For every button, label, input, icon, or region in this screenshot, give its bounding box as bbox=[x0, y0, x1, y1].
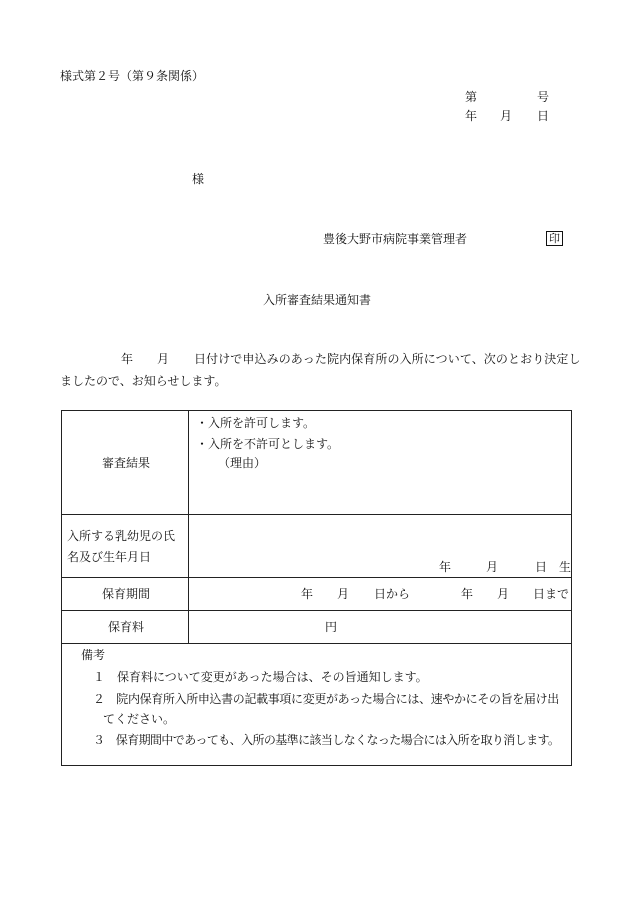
period-from-day: 日から bbox=[374, 587, 411, 601]
body-line2: ましたので、お知らせします。 bbox=[60, 374, 227, 388]
remarks-item-2-line1: ２ 院内保育所入所申込書の記載事項に変更があった場合には、速やかにその旨を届け出 bbox=[93, 692, 559, 706]
period-to-month: 月 bbox=[497, 587, 510, 601]
period-label: 保育期間 bbox=[102, 587, 151, 601]
result-label-cell bbox=[62, 411, 189, 515]
date-day: 日 bbox=[537, 109, 550, 123]
issuer-name: 豊後大野市病院事業管理者 bbox=[323, 232, 468, 246]
result-option-approve: ・入所を許可します。 bbox=[196, 416, 316, 430]
fee-label-cell bbox=[62, 611, 189, 644]
decision-table bbox=[61, 410, 572, 766]
birth-day: 日 生 bbox=[535, 560, 572, 574]
birth-year: 年 bbox=[439, 560, 452, 574]
remarks-heading: 備考 bbox=[81, 648, 106, 662]
document-number-suffix: 号 bbox=[537, 90, 550, 104]
child-label-line1: 入所する乳幼児の氏 bbox=[67, 529, 176, 543]
child-value-cell bbox=[189, 515, 572, 578]
period-label-cell bbox=[62, 578, 189, 611]
period-from-year: 年 bbox=[301, 587, 314, 601]
document-title: 入所審査結果通知書 bbox=[263, 293, 372, 307]
period-value-cell bbox=[189, 578, 572, 611]
seal-mark: 印 bbox=[546, 231, 563, 246]
remarks-item-2-line2: てください。 bbox=[103, 712, 176, 726]
result-option-reject: ・入所を不許可とします。 bbox=[196, 437, 340, 451]
remarks-item-3: ３ 保育期間中であっても、入所の基準に該当しなくなった場合には入所を取り消します。 bbox=[93, 733, 560, 747]
body-month: 月 bbox=[157, 352, 170, 366]
form-number: 様式第２号（第９条関係） bbox=[60, 69, 205, 83]
addressee-honorific: 様 bbox=[192, 172, 205, 186]
child-label-line2: 名及び生年月日 bbox=[67, 550, 152, 564]
period-to-year: 年 bbox=[461, 587, 474, 601]
result-label: 審査結果 bbox=[102, 456, 151, 470]
date-month: 月 bbox=[500, 109, 513, 123]
child-label-cell bbox=[62, 515, 189, 578]
period-from-month: 月 bbox=[337, 587, 350, 601]
period-to-day: 日まで bbox=[533, 587, 570, 601]
remarks-item-1: １ 保育料について変更があった場合は、その旨通知します。 bbox=[93, 670, 428, 684]
fee-label: 保育料 bbox=[108, 620, 145, 634]
document-number-prefix: 第 bbox=[465, 90, 478, 104]
fee-value-cell bbox=[189, 611, 572, 644]
fee-unit: 円 bbox=[325, 620, 338, 634]
remarks-cell bbox=[62, 644, 572, 766]
body-line1: 日付けで申込みのあった院内保育所の入所について、次のとおり決定し bbox=[194, 352, 581, 366]
birth-month: 月 bbox=[486, 560, 499, 574]
body-year: 年 bbox=[121, 352, 134, 366]
result-value-cell bbox=[189, 411, 572, 515]
date-year: 年 bbox=[465, 109, 478, 123]
result-reason: （理由） bbox=[218, 456, 267, 470]
